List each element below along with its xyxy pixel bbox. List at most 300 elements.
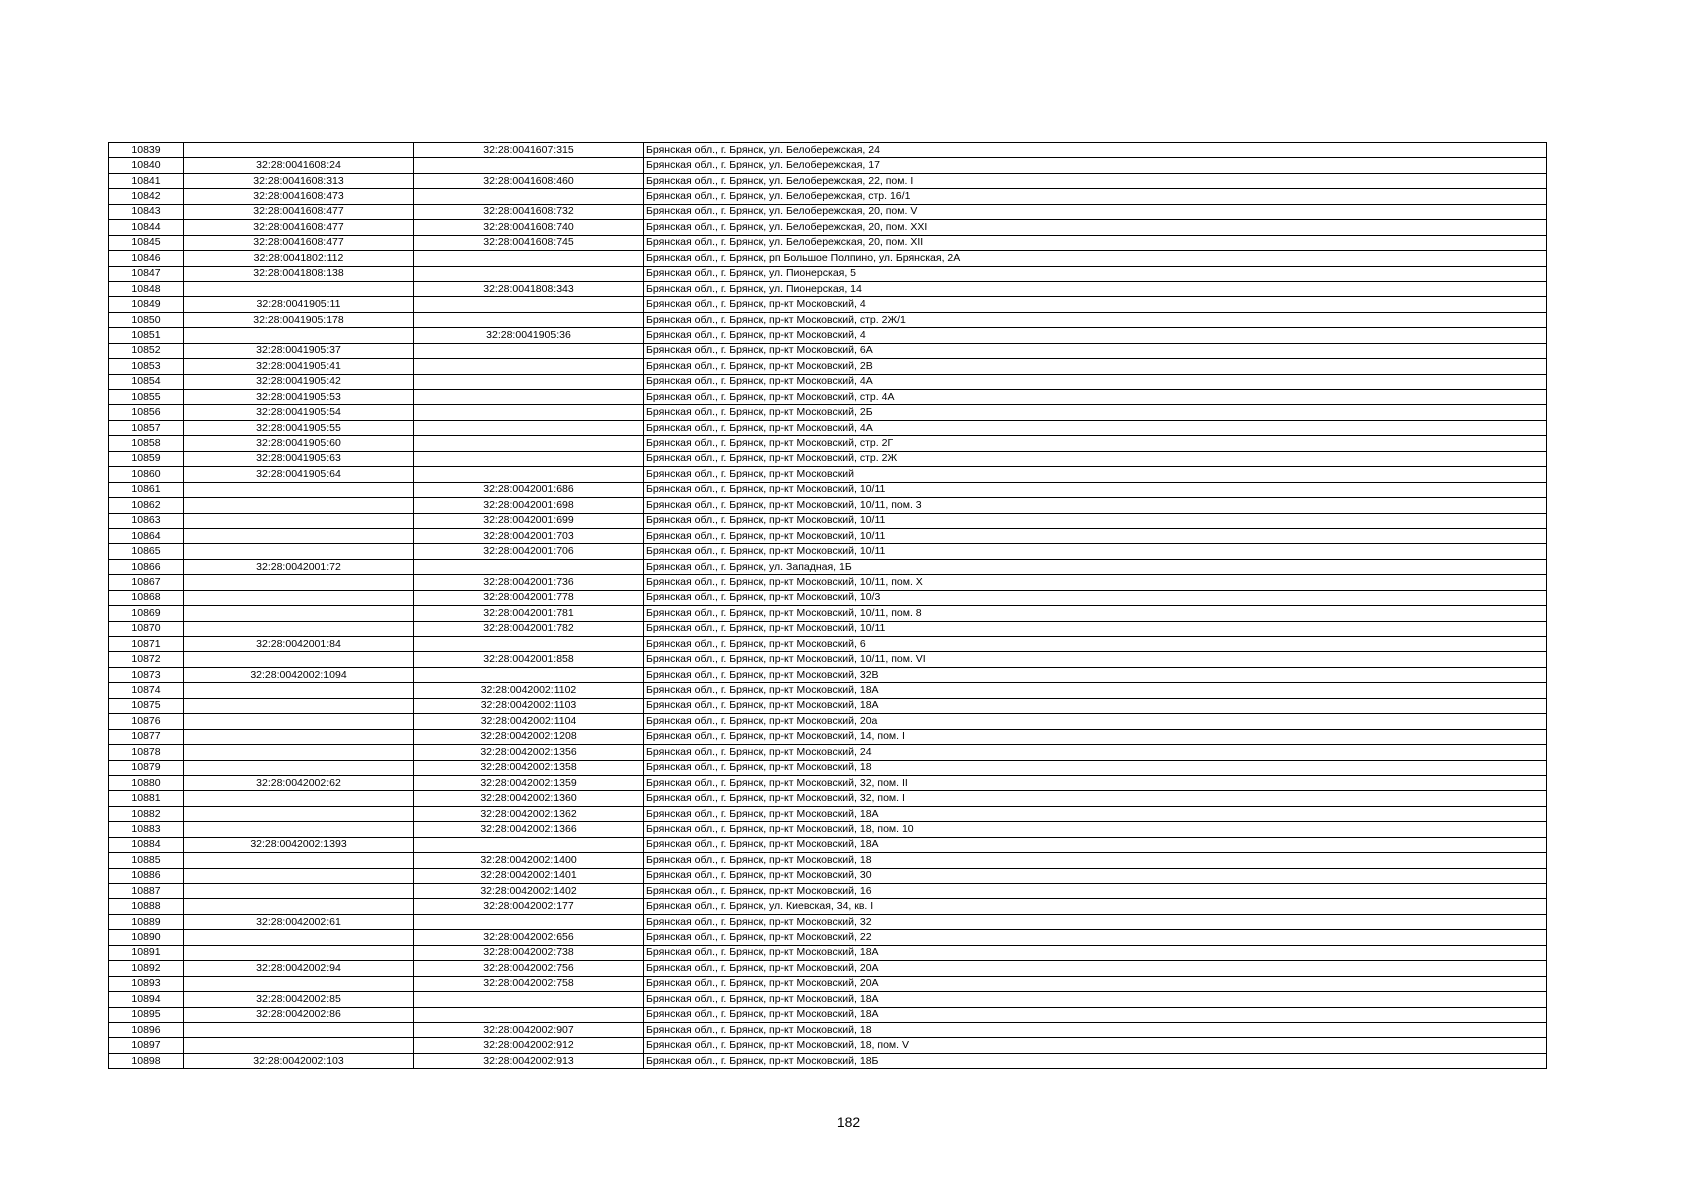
cadastral-number-cell: [184, 590, 414, 605]
object-number-cell: [414, 251, 644, 266]
object-number-cell: 32:28:0042002:1356: [414, 745, 644, 760]
address-cell: Брянская обл., г. Брянск, ул. Белобережская, стр. 16/1: [644, 189, 1547, 204]
row-number-cell: 10873: [109, 667, 184, 682]
cadastral-number-cell: 32:28:0042002:1393: [184, 837, 414, 852]
table-row: [109, 405, 1547, 420]
table-row: [109, 652, 1547, 667]
object-number-cell: 32:28:0042002:1103: [414, 698, 644, 713]
object-number-cell: [414, 436, 644, 451]
table-row: [109, 235, 1547, 250]
table-row: [109, 1007, 1547, 1022]
address-cell: Брянская обл., г. Брянск, пр-кт Московский, 20А: [644, 976, 1547, 991]
object-number-cell: [414, 390, 644, 405]
object-number-cell: [414, 405, 644, 420]
row-number-cell: 10878: [109, 745, 184, 760]
table-row: [109, 621, 1547, 636]
row-number-cell: 10862: [109, 498, 184, 513]
address-cell: Брянская обл., г. Брянск, пр-кт Московский, 10/11, пом. X: [644, 575, 1547, 590]
object-number-cell: 32:28:0042002:1402: [414, 884, 644, 899]
object-number-cell: 32:28:0042002:912: [414, 1038, 644, 1053]
object-number-cell: 32:28:0042002:756: [414, 961, 644, 976]
row-number-cell: 10859: [109, 451, 184, 466]
table-row: [109, 745, 1547, 760]
object-number-cell: 32:28:0042002:1362: [414, 806, 644, 821]
object-number-cell: [414, 1007, 644, 1022]
cadastral-number-cell: [184, 853, 414, 868]
object-number-cell: [414, 837, 644, 852]
row-number-cell: 10843: [109, 204, 184, 219]
row-number-cell: 10839: [109, 143, 184, 158]
cadastral-number-cell: [184, 143, 414, 158]
object-number-cell: [414, 637, 644, 652]
table-row: [109, 806, 1547, 821]
row-number-cell: 10853: [109, 359, 184, 374]
object-number-cell: [414, 266, 644, 281]
object-number-cell: 32:28:0041608:740: [414, 220, 644, 235]
address-cell: Брянская обл., г. Брянск, пр-кт Московский, 18: [644, 760, 1547, 775]
table-row: [109, 220, 1547, 235]
row-number-cell: 10864: [109, 528, 184, 543]
address-cell: Брянская обл., г. Брянск, ул. Пионерская, 14: [644, 281, 1547, 296]
address-cell: Брянская обл., г. Брянск, пр-кт Московский, 14, пом. I: [644, 729, 1547, 744]
table-row: [109, 760, 1547, 775]
address-cell: Брянская обл., г. Брянск, пр-кт Московский, 10/11, пом. 3: [644, 498, 1547, 513]
row-number-cell: 10884: [109, 837, 184, 852]
page-number: 182: [836, 1114, 861, 1130]
cadastral-number-cell: [184, 976, 414, 991]
row-number-cell: 10868: [109, 590, 184, 605]
row-number-cell: 10860: [109, 467, 184, 482]
address-cell: Брянская обл., г. Брянск, пр-кт Московский: [644, 467, 1547, 482]
object-number-cell: 32:28:0042001:703: [414, 528, 644, 543]
address-cell: Брянская обл., г. Брянск, ул. Белобережская, 17: [644, 158, 1547, 173]
row-number-cell: 10855: [109, 390, 184, 405]
row-number-cell: 10840: [109, 158, 184, 173]
table-row: [109, 822, 1547, 837]
cadastral-number-cell: [184, 899, 414, 914]
cadastral-number-cell: [184, 575, 414, 590]
object-number-cell: 32:28:0042002:1102: [414, 683, 644, 698]
cadastral-number-cell: 32:28:0042001:84: [184, 637, 414, 652]
table-row: [109, 251, 1547, 266]
cadastral-number-cell: 32:28:0041905:54: [184, 405, 414, 420]
address-cell: Брянская обл., г. Брянск, пр-кт Московский, 10/11: [644, 528, 1547, 543]
object-number-cell: [414, 359, 644, 374]
cadastral-number-cell: 32:28:0041905:37: [184, 343, 414, 358]
row-number-cell: 10847: [109, 266, 184, 281]
row-number-cell: 10850: [109, 312, 184, 327]
cadastral-number-cell: 32:28:0042002:86: [184, 1007, 414, 1022]
row-number-cell: 10857: [109, 420, 184, 435]
row-number-cell: 10877: [109, 729, 184, 744]
address-cell: Брянская обл., г. Брянск, пр-кт Московский, 32: [644, 914, 1547, 929]
cadastral-number-cell: 32:28:0041608:477: [184, 235, 414, 250]
object-number-cell: 32:28:0042001:706: [414, 544, 644, 559]
address-cell: Брянская обл., г. Брянск, пр-кт Московский, 10/11, пом. VI: [644, 652, 1547, 667]
object-number-cell: [414, 467, 644, 482]
address-cell: Брянская обл., г. Брянск, пр-кт Московский, 18А: [644, 698, 1547, 713]
address-cell: Брянская обл., г. Брянск, пр-кт Московский, 16: [644, 884, 1547, 899]
table-row: [109, 791, 1547, 806]
row-number-cell: 10852: [109, 343, 184, 358]
table-row: [109, 976, 1547, 991]
row-number-cell: 10896: [109, 1022, 184, 1037]
object-number-cell: 32:28:0042002:1401: [414, 868, 644, 883]
cadastral-number-cell: [184, 945, 414, 960]
object-number-cell: 32:28:0042002:1358: [414, 760, 644, 775]
row-number-cell: 10866: [109, 559, 184, 574]
row-number-cell: 10856: [109, 405, 184, 420]
table-row: [109, 992, 1547, 1007]
row-number-cell: 10889: [109, 914, 184, 929]
table-row: [109, 590, 1547, 605]
cadastral-number-cell: [184, 498, 414, 513]
row-number-cell: 10844: [109, 220, 184, 235]
cadastral-number-cell: [184, 930, 414, 945]
object-number-cell: 32:28:0041607:315: [414, 143, 644, 158]
table-row: [109, 451, 1547, 466]
address-cell: Брянская обл., г. Брянск, пр-кт Московский, 10/11: [644, 513, 1547, 528]
table-row: [109, 637, 1547, 652]
object-number-cell: 32:28:0042002:1104: [414, 714, 644, 729]
table-row: [109, 606, 1547, 621]
row-number-cell: 10870: [109, 621, 184, 636]
cadastral-number-cell: [184, 1038, 414, 1053]
table-row: [109, 343, 1547, 358]
cadastral-number-cell: 32:28:0041802:112: [184, 251, 414, 266]
row-number-cell: 10876: [109, 714, 184, 729]
cadastral-number-cell: 32:28:0041608:477: [184, 204, 414, 219]
object-number-cell: [414, 374, 644, 389]
row-number-cell: 10888: [109, 899, 184, 914]
address-cell: Брянская обл., г. Брянск, пр-кт Московский, 18А: [644, 837, 1547, 852]
cadastral-number-cell: [184, 745, 414, 760]
object-number-cell: [414, 420, 644, 435]
row-number-cell: 10880: [109, 775, 184, 790]
address-cell: Брянская обл., г. Брянск, пр-кт Московский, 6А: [644, 343, 1547, 358]
cadastral-number-cell: [184, 528, 414, 543]
table-row: [109, 528, 1547, 543]
address-cell: Брянская обл., г. Брянск, ул. Киевская, 34, кв. I: [644, 899, 1547, 914]
row-number-cell: 10883: [109, 822, 184, 837]
cadastral-number-cell: [184, 652, 414, 667]
cadastral-number-cell: [184, 621, 414, 636]
table-row: [109, 328, 1547, 343]
object-number-cell: 32:28:0042002:913: [414, 1053, 644, 1068]
row-number-cell: 10871: [109, 637, 184, 652]
table-row: [109, 1053, 1547, 1068]
cadastral-number-cell: 32:28:0041905:55: [184, 420, 414, 435]
object-number-cell: 32:28:0042002:1208: [414, 729, 644, 744]
table-row: [109, 1022, 1547, 1037]
object-number-cell: [414, 451, 644, 466]
object-number-cell: 32:28:0042002:738: [414, 945, 644, 960]
table-row: [109, 390, 1547, 405]
object-number-cell: 32:28:0042002:177: [414, 899, 644, 914]
table-row: [109, 143, 1547, 158]
cadastral-number-cell: 32:28:0042002:62: [184, 775, 414, 790]
cadastral-number-cell: 32:28:0041905:42: [184, 374, 414, 389]
address-cell: Брянская обл., г. Брянск, пр-кт Московский, 18А: [644, 683, 1547, 698]
row-number-cell: 10892: [109, 961, 184, 976]
cadastral-number-cell: [184, 714, 414, 729]
object-number-cell: 32:28:0042001:778: [414, 590, 644, 605]
row-number-cell: 10886: [109, 868, 184, 883]
cadastral-number-cell: 32:28:0041608:313: [184, 173, 414, 188]
row-number-cell: 10874: [109, 683, 184, 698]
table-row: [109, 559, 1547, 574]
address-cell: Брянская обл., г. Брянск, пр-кт Московский, 6: [644, 637, 1547, 652]
row-number-cell: 10895: [109, 1007, 184, 1022]
cadastral-number-cell: 32:28:0041905:53: [184, 390, 414, 405]
cadastral-number-cell: 32:28:0041905:178: [184, 312, 414, 327]
address-cell: Брянская обл., г. Брянск, пр-кт Московский, 4А: [644, 420, 1547, 435]
object-number-cell: [414, 992, 644, 1007]
row-number-cell: 10897: [109, 1038, 184, 1053]
cadastral-number-cell: [184, 698, 414, 713]
table-row: [109, 945, 1547, 960]
row-number-cell: 10875: [109, 698, 184, 713]
object-number-cell: 32:28:0042002:1360: [414, 791, 644, 806]
object-number-cell: [414, 343, 644, 358]
object-number-cell: 32:28:0042001:698: [414, 498, 644, 513]
object-number-cell: [414, 559, 644, 574]
table-row: [109, 914, 1547, 929]
row-number-cell: 10867: [109, 575, 184, 590]
row-number-cell: 10865: [109, 544, 184, 559]
address-cell: Брянская обл., г. Брянск, пр-кт Московский, стр. 4А: [644, 390, 1547, 405]
cadastral-number-cell: 32:28:0042002:61: [184, 914, 414, 929]
address-cell: Брянская обл., г. Брянск, ул. Белобережская, 24: [644, 143, 1547, 158]
address-cell: Брянская обл., г. Брянск, пр-кт Московский, 4А: [644, 374, 1547, 389]
object-number-cell: [414, 189, 644, 204]
cadastral-number-cell: 32:28:0042002:85: [184, 992, 414, 1007]
cadastral-number-cell: [184, 822, 414, 837]
address-cell: Брянская обл., г. Брянск, ул. Белобережская, 20, пом. V: [644, 204, 1547, 219]
address-cell: Брянская обл., г. Брянск, ул. Белобережская, 22, пом. I: [644, 173, 1547, 188]
table-row: [109, 158, 1547, 173]
address-cell: Брянская обл., г. Брянск, пр-кт Московский, 10/11: [644, 544, 1547, 559]
row-number-cell: 10887: [109, 884, 184, 899]
table-row: [109, 575, 1547, 590]
address-cell: Брянская обл., г. Брянск, пр-кт Московский, 32, пом. I: [644, 791, 1547, 806]
cadastral-number-cell: 32:28:0041608:24: [184, 158, 414, 173]
cadastral-table: [108, 142, 1547, 1069]
address-cell: Брянская обл., г. Брянск, пр-кт Московский, 30: [644, 868, 1547, 883]
row-number-cell: 10872: [109, 652, 184, 667]
row-number-cell: 10861: [109, 482, 184, 497]
address-cell: Брянская обл., г. Брянск, пр-кт Московский, 24: [644, 745, 1547, 760]
object-number-cell: 32:28:0042001:686: [414, 482, 644, 497]
object-number-cell: 32:28:0042002:1400: [414, 853, 644, 868]
object-number-cell: 32:28:0042002:907: [414, 1022, 644, 1037]
object-number-cell: [414, 914, 644, 929]
address-cell: Брянская обл., г. Брянск, ул. Белобережская, 20, пом. XXI: [644, 220, 1547, 235]
table-row: [109, 420, 1547, 435]
cadastral-number-cell: 32:28:0042002:1094: [184, 667, 414, 682]
table-row: [109, 297, 1547, 312]
address-cell: Брянская обл., г. Брянск, пр-кт Московский, 4: [644, 297, 1547, 312]
address-cell: Брянская обл., г. Брянск, пр-кт Московский, 2В: [644, 359, 1547, 374]
object-number-cell: [414, 297, 644, 312]
cadastral-number-cell: 32:28:0042001:72: [184, 559, 414, 574]
object-number-cell: 32:28:0042001:699: [414, 513, 644, 528]
row-number-cell: 10863: [109, 513, 184, 528]
cadastral-number-cell: [184, 791, 414, 806]
cadastral-number-cell: [184, 606, 414, 621]
cadastral-number-cell: 32:28:0042002:103: [184, 1053, 414, 1068]
address-cell: Брянская обл., г. Брянск, пр-кт Московский, 18Б: [644, 1053, 1547, 1068]
address-cell: Брянская обл., г. Брянск, пр-кт Московский, 22: [644, 930, 1547, 945]
table-row: [109, 281, 1547, 296]
row-number-cell: 10894: [109, 992, 184, 1007]
address-cell: Брянская обл., г. Брянск, пр-кт Московский, 18А: [644, 992, 1547, 1007]
table-row: [109, 204, 1547, 219]
row-number-cell: 10881: [109, 791, 184, 806]
address-cell: Брянская обл., г. Брянск, пр-кт Московский, 18А: [644, 1007, 1547, 1022]
row-number-cell: 10845: [109, 235, 184, 250]
row-number-cell: 10891: [109, 945, 184, 960]
cadastral-number-cell: [184, 482, 414, 497]
address-cell: Брянская обл., г. Брянск, ул. Пионерская, 5: [644, 266, 1547, 281]
address-cell: Брянская обл., г. Брянск, пр-кт Московский, 10/11, пом. 8: [644, 606, 1547, 621]
cadastral-number-cell: [184, 328, 414, 343]
table-row: [109, 436, 1547, 451]
object-number-cell: 32:28:0041608:460: [414, 173, 644, 188]
address-cell: Брянская обл., г. Брянск, рп Большое Полпино, ул. Брянская, 2А: [644, 251, 1547, 266]
address-cell: Брянская обл., г. Брянск, пр-кт Московский, 32В: [644, 667, 1547, 682]
address-cell: Брянская обл., г. Брянск, пр-кт Московский, 10/11: [644, 482, 1547, 497]
cadastral-number-cell: 32:28:0041905:60: [184, 436, 414, 451]
cadastral-number-cell: 32:28:0041608:473: [184, 189, 414, 204]
row-number-cell: 10846: [109, 251, 184, 266]
object-number-cell: 32:28:0042001:782: [414, 621, 644, 636]
cadastral-number-cell: 32:28:0041905:11: [184, 297, 414, 312]
cadastral-number-cell: 32:28:0041905:63: [184, 451, 414, 466]
table-row: [109, 544, 1547, 559]
table-row: [109, 359, 1547, 374]
address-cell: Брянская обл., г. Брянск, пр-кт Московский, 18: [644, 853, 1547, 868]
object-number-cell: 32:28:0041808:343: [414, 281, 644, 296]
address-cell: Брянская обл., г. Брянск, пр-кт Московский, 20а: [644, 714, 1547, 729]
object-number-cell: 32:28:0042001:781: [414, 606, 644, 621]
address-cell: Брянская обл., г. Брянск, ул. Западная, 1Б: [644, 559, 1547, 574]
row-number-cell: 10849: [109, 297, 184, 312]
address-cell: Брянская обл., г. Брянск, пр-кт Московский, 10/3: [644, 590, 1547, 605]
table-row: [109, 683, 1547, 698]
object-number-cell: 32:28:0042002:656: [414, 930, 644, 945]
row-number-cell: 10879: [109, 760, 184, 775]
table-body: [109, 143, 1547, 1069]
address-cell: Брянская обл., г. Брянск, ул. Белобережская, 20, пом. XII: [644, 235, 1547, 250]
address-cell: Брянская обл., г. Брянск, пр-кт Московский, стр. 2Ж: [644, 451, 1547, 466]
table-row: [109, 374, 1547, 389]
row-number-cell: 10848: [109, 281, 184, 296]
row-number-cell: 10882: [109, 806, 184, 821]
cadastral-number-cell: 32:28:0042002:94: [184, 961, 414, 976]
object-number-cell: 32:28:0042002:1359: [414, 775, 644, 790]
table-row: [109, 714, 1547, 729]
cadastral-number-cell: [184, 729, 414, 744]
row-number-cell: 10898: [109, 1053, 184, 1068]
row-number-cell: 10858: [109, 436, 184, 451]
cadastral-number-cell: [184, 544, 414, 559]
object-number-cell: 32:28:0041608:745: [414, 235, 644, 250]
table-row: [109, 853, 1547, 868]
object-number-cell: [414, 158, 644, 173]
object-number-cell: 32:28:0041905:36: [414, 328, 644, 343]
address-cell: Брянская обл., г. Брянск, пр-кт Московский, 10/11: [644, 621, 1547, 636]
address-cell: Брянская обл., г. Брянск, пр-кт Московский, 18, пом. 10: [644, 822, 1547, 837]
row-number-cell: 10854: [109, 374, 184, 389]
address-cell: Брянская обл., г. Брянск, пр-кт Московский, 2Б: [644, 405, 1547, 420]
row-number-cell: 10890: [109, 930, 184, 945]
object-number-cell: 32:28:0042001:858: [414, 652, 644, 667]
cadastral-number-cell: [184, 884, 414, 899]
table-row: [109, 513, 1547, 528]
row-number-cell: 10851: [109, 328, 184, 343]
address-cell: Брянская обл., г. Брянск, пр-кт Московский, 32, пом. II: [644, 775, 1547, 790]
object-number-cell: [414, 312, 644, 327]
cadastral-number-cell: [184, 1022, 414, 1037]
table-row: [109, 899, 1547, 914]
table-row: [109, 729, 1547, 744]
address-cell: Брянская обл., г. Брянск, пр-кт Московский, 20А: [644, 961, 1547, 976]
cadastral-number-cell: [184, 868, 414, 883]
object-number-cell: 32:28:0042002:758: [414, 976, 644, 991]
cadastral-number-cell: [184, 683, 414, 698]
cadastral-number-cell: 32:28:0041808:138: [184, 266, 414, 281]
table-row: [109, 698, 1547, 713]
cadastral-number-cell: [184, 513, 414, 528]
address-cell: Брянская обл., г. Брянск, пр-кт Московский, стр. 2Г: [644, 436, 1547, 451]
object-number-cell: 32:28:0042002:1366: [414, 822, 644, 837]
table-row: [109, 498, 1547, 513]
object-number-cell: 32:28:0041608:732: [414, 204, 644, 219]
table-row: [109, 312, 1547, 327]
row-number-cell: 10893: [109, 976, 184, 991]
address-cell: Брянская обл., г. Брянск, пр-кт Московский, 18А: [644, 945, 1547, 960]
address-cell: Брянская обл., г. Брянск, пр-кт Московский, 18А: [644, 806, 1547, 821]
table-row: [109, 884, 1547, 899]
table-row: [109, 1038, 1547, 1053]
row-number-cell: 10885: [109, 853, 184, 868]
table-row: [109, 837, 1547, 852]
address-cell: Брянская обл., г. Брянск, пр-кт Московский, 4: [644, 328, 1547, 343]
cadastral-number-cell: [184, 281, 414, 296]
row-number-cell: 10869: [109, 606, 184, 621]
table-row: [109, 930, 1547, 945]
cadastral-number-cell: [184, 760, 414, 775]
row-number-cell: 10842: [109, 189, 184, 204]
table-row: [109, 667, 1547, 682]
address-cell: Брянская обл., г. Брянск, пр-кт Московский, 18: [644, 1022, 1547, 1037]
cadastral-number-cell: 32:28:0041608:477: [184, 220, 414, 235]
object-number-cell: 32:28:0042001:736: [414, 575, 644, 590]
cadastral-number-cell: 32:28:0041905:64: [184, 467, 414, 482]
cadastral-number-cell: [184, 806, 414, 821]
table-row: [109, 482, 1547, 497]
object-number-cell: [414, 667, 644, 682]
table-row: [109, 173, 1547, 188]
address-cell: Брянская обл., г. Брянск, пр-кт Московский, стр. 2Ж/1: [644, 312, 1547, 327]
table-row: [109, 775, 1547, 790]
table-row: [109, 961, 1547, 976]
table-row: [109, 266, 1547, 281]
table-row: [109, 189, 1547, 204]
row-number-cell: 10841: [109, 173, 184, 188]
table-row: [109, 467, 1547, 482]
